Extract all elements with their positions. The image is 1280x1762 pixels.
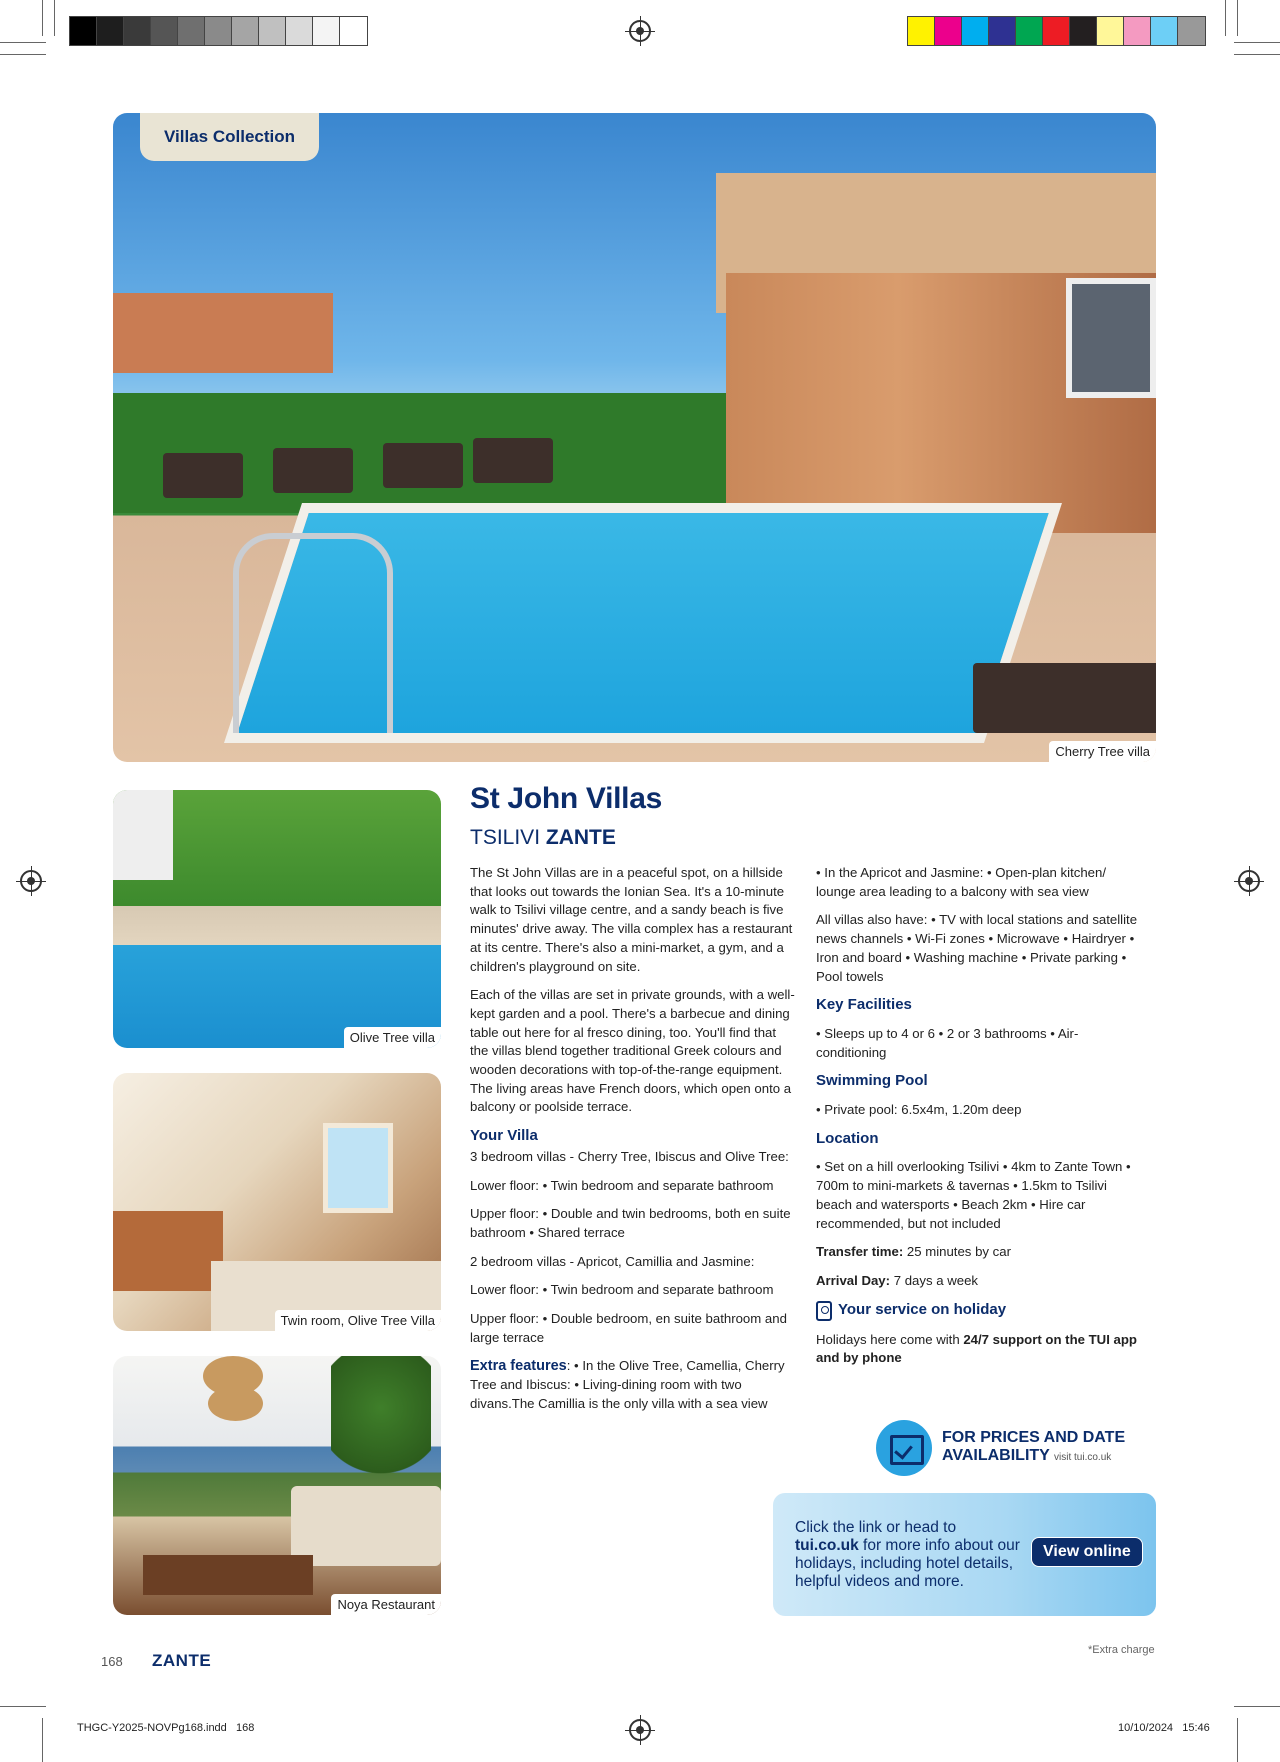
location-subtitle bbox=[470, 826, 616, 850]
key-facilities-heading: Key Facilities bbox=[816, 996, 912, 1014]
registration-mark bbox=[629, 20, 651, 42]
transfer-label: Transfer time: bbox=[816, 1244, 904, 1260]
registration-mark bbox=[1238, 870, 1260, 892]
page-number: 168 bbox=[101, 1654, 123, 1669]
your-villa-heading: Your Villa bbox=[470, 1127, 538, 1145]
villa-3bed-text: 3 bedroom villas - Cherry Tree, Ibiscus and Olive Tree: bbox=[470, 1148, 789, 1164]
collection-tag: Villas Collection bbox=[140, 113, 319, 161]
page-title: St John Villas bbox=[470, 782, 662, 815]
crop-mark bbox=[0, 54, 46, 55]
slug-timestamp: 10/10/2024 15:46 bbox=[1118, 1722, 1210, 1734]
slug-filename: THGC-Y2025-NOVPg168.indd 168 bbox=[77, 1722, 255, 1734]
arrival-label: Arrival Day: bbox=[816, 1272, 891, 1288]
color-swatches bbox=[907, 16, 1206, 46]
photo-caption: Noya Restaurant bbox=[331, 1594, 441, 1615]
arrival-value: 7 days a week bbox=[893, 1272, 979, 1288]
crop-mark bbox=[42, 1718, 43, 1762]
extra-features-text: : • In the Olive Tree, Camellia, Cherry Tree and Ibiscus: • Living-dining room with two divans.The Camillia is the only villa with a sea view bbox=[470, 1358, 785, 1411]
location-heading: Location bbox=[816, 1129, 879, 1147]
crop-mark bbox=[1237, 0, 1238, 36]
service-text-bold: 24/7 support on the TUI app and by phone bbox=[816, 1331, 1137, 1366]
crop-mark bbox=[1234, 1706, 1280, 1707]
upper-floor-3bed: Upper floor: • Double and twin bedrooms, both en suite bathroom • Shared terrace bbox=[470, 1206, 791, 1240]
photo-caption: Twin room, Olive Tree Villa bbox=[275, 1310, 441, 1331]
prices-line-1: FOR PRICES AND DATE bbox=[942, 1429, 1126, 1446]
sunbed-shape bbox=[113, 820, 173, 850]
view-online-button[interactable]: View online bbox=[1031, 1537, 1143, 1567]
crop-mark bbox=[0, 42, 46, 43]
swimming-pool-text: • Private pool: 6.5x4m, 1.20m deep bbox=[816, 1102, 1022, 1118]
footer-region: ZANTE bbox=[152, 1651, 212, 1670]
pool-ladder-shape bbox=[233, 533, 393, 733]
description-column-2 bbox=[816, 864, 1146, 1378]
window-shape bbox=[323, 1123, 393, 1213]
desk-shape bbox=[113, 1211, 223, 1291]
description-column-1 bbox=[470, 864, 795, 1424]
window-shape bbox=[1066, 278, 1156, 398]
sunbed-shape bbox=[163, 453, 243, 498]
hero-photo bbox=[113, 113, 1156, 762]
crop-mark bbox=[1225, 0, 1226, 36]
intro-paragraph: The St John Villas are in a peaceful spot, on a hillside that looks out towards the Ionian Sea. It's a 10-minute walk to Tsilivi village centre, and a sandy beach is five minutes' drive away. The villa complex has a restaurant at its centre. There's also a mini-market, a gym, and a children's playground on site. bbox=[470, 865, 793, 974]
key-facilities-text: • Sleeps up to 4 or 6 • 2 or 3 bathrooms • Air-conditioning bbox=[816, 1025, 1079, 1060]
registration-mark bbox=[20, 870, 42, 892]
crop-mark bbox=[42, 0, 43, 36]
transfer-time bbox=[816, 1243, 1146, 1262]
transfer-value: 25 minutes by car bbox=[906, 1244, 1011, 1260]
cta-text bbox=[795, 1519, 1025, 1591]
service-text-plain: Holidays here come with bbox=[816, 1331, 964, 1347]
extra-features bbox=[470, 1357, 795, 1413]
sunbed-shape bbox=[273, 448, 353, 493]
table-shape bbox=[143, 1555, 313, 1595]
photo-noya-restaurant bbox=[113, 1356, 441, 1615]
upper-floor-2bed: Upper floor: • Double bedroom, en suite bathroom and large terrace bbox=[470, 1311, 787, 1345]
lower-floor-3bed: Lower floor: • Twin bedroom and separate bathroom bbox=[470, 1177, 774, 1193]
photo-caption: Cherry Tree villa bbox=[1049, 741, 1156, 762]
all-villas-text: All villas also have: • TV with local stations and satellite news channels • Wi-Fi zones • Microwave • Hairdryer • Iron and board • Washing machine • Private parking • Pool towels bbox=[816, 912, 1138, 984]
lower-floor-2bed: Lower floor: • Twin bedroom and separate bathroom bbox=[470, 1282, 774, 1298]
extra-charge-footnote: *Extra charge bbox=[1088, 1644, 1155, 1656]
sofa-shape bbox=[291, 1486, 441, 1566]
prices-availability[interactable] bbox=[876, 1420, 1125, 1476]
sunbed-shape bbox=[113, 790, 173, 820]
sunbed-shape bbox=[473, 438, 553, 483]
grayscale-swatches bbox=[69, 16, 368, 46]
calendar-check-icon bbox=[876, 1420, 932, 1476]
photo-olive-tree-villa bbox=[113, 790, 441, 1048]
crop-mark bbox=[1234, 42, 1280, 43]
swimming-pool-heading: Swimming Pool bbox=[816, 1072, 928, 1090]
prices-visit: visit tui.co.uk bbox=[1054, 1452, 1112, 1463]
extra-features-label: Extra features bbox=[470, 1358, 567, 1375]
phone-support-icon bbox=[816, 1301, 832, 1321]
villas-paragraph: Each of the villas are set in private grounds, with a well-kept garden and a pool. There's a barbecue and dining table out here for al fresco dining, too. You'll find that the villas blend together traditional Greek colours and wooden decorations with top-of-the-range equipment. The living areas have French doors, which open onto a balcony or poolside terrace. bbox=[470, 987, 795, 1115]
cta-lead: Click the link or head to bbox=[795, 1519, 957, 1536]
apricot-jasmine-text: • In the Apricot and Jasmine: • Open-plan kitchen/ lounge area leading to a balcony with sea view bbox=[816, 865, 1106, 899]
crop-mark bbox=[1234, 54, 1280, 55]
cta-site-link[interactable]: tui.co.uk bbox=[795, 1537, 859, 1554]
sunbed-shape bbox=[973, 663, 1156, 733]
palm-shape bbox=[331, 1356, 431, 1486]
villa-2bed-text: 2 bedroom villas - Apricot, Camillia and Jasmine: bbox=[470, 1253, 755, 1269]
photo-twin-room bbox=[113, 1073, 441, 1331]
lampshade-shape bbox=[208, 1386, 263, 1421]
view-online-banner bbox=[773, 1493, 1156, 1616]
service-heading bbox=[816, 1301, 1146, 1321]
location-text: • Set on a hill overlooking Tsilivi • 4km to Zante Town • 700m to mini-markets & tavernas • 1.5km to Tsilivi beach and watersports • Beach 2km • Hire car recommended, but not included bbox=[816, 1159, 1131, 1231]
photo-caption: Olive Tree villa bbox=[344, 1027, 441, 1048]
prices-text bbox=[942, 1429, 1125, 1467]
prices-line-2: AVAILABILITY bbox=[942, 1447, 1050, 1464]
service-heading-text: Your service on holiday bbox=[838, 1301, 1007, 1319]
roof-shape bbox=[113, 293, 333, 373]
registration-mark bbox=[629, 1719, 651, 1741]
subtitle-region: ZANTE bbox=[545, 826, 616, 849]
crop-mark bbox=[54, 0, 55, 36]
arrival-day bbox=[816, 1272, 1146, 1291]
crop-mark bbox=[0, 1706, 46, 1707]
crop-mark bbox=[1237, 1718, 1238, 1762]
subtitle-town: TSILIVI bbox=[470, 826, 541, 849]
cta-rest: for more info about our holidays, including hotel details, helpful videos and more. bbox=[795, 1537, 1020, 1590]
service-text bbox=[816, 1331, 1146, 1368]
sunbed-shape bbox=[113, 850, 173, 880]
sunbed-shape bbox=[383, 443, 463, 488]
